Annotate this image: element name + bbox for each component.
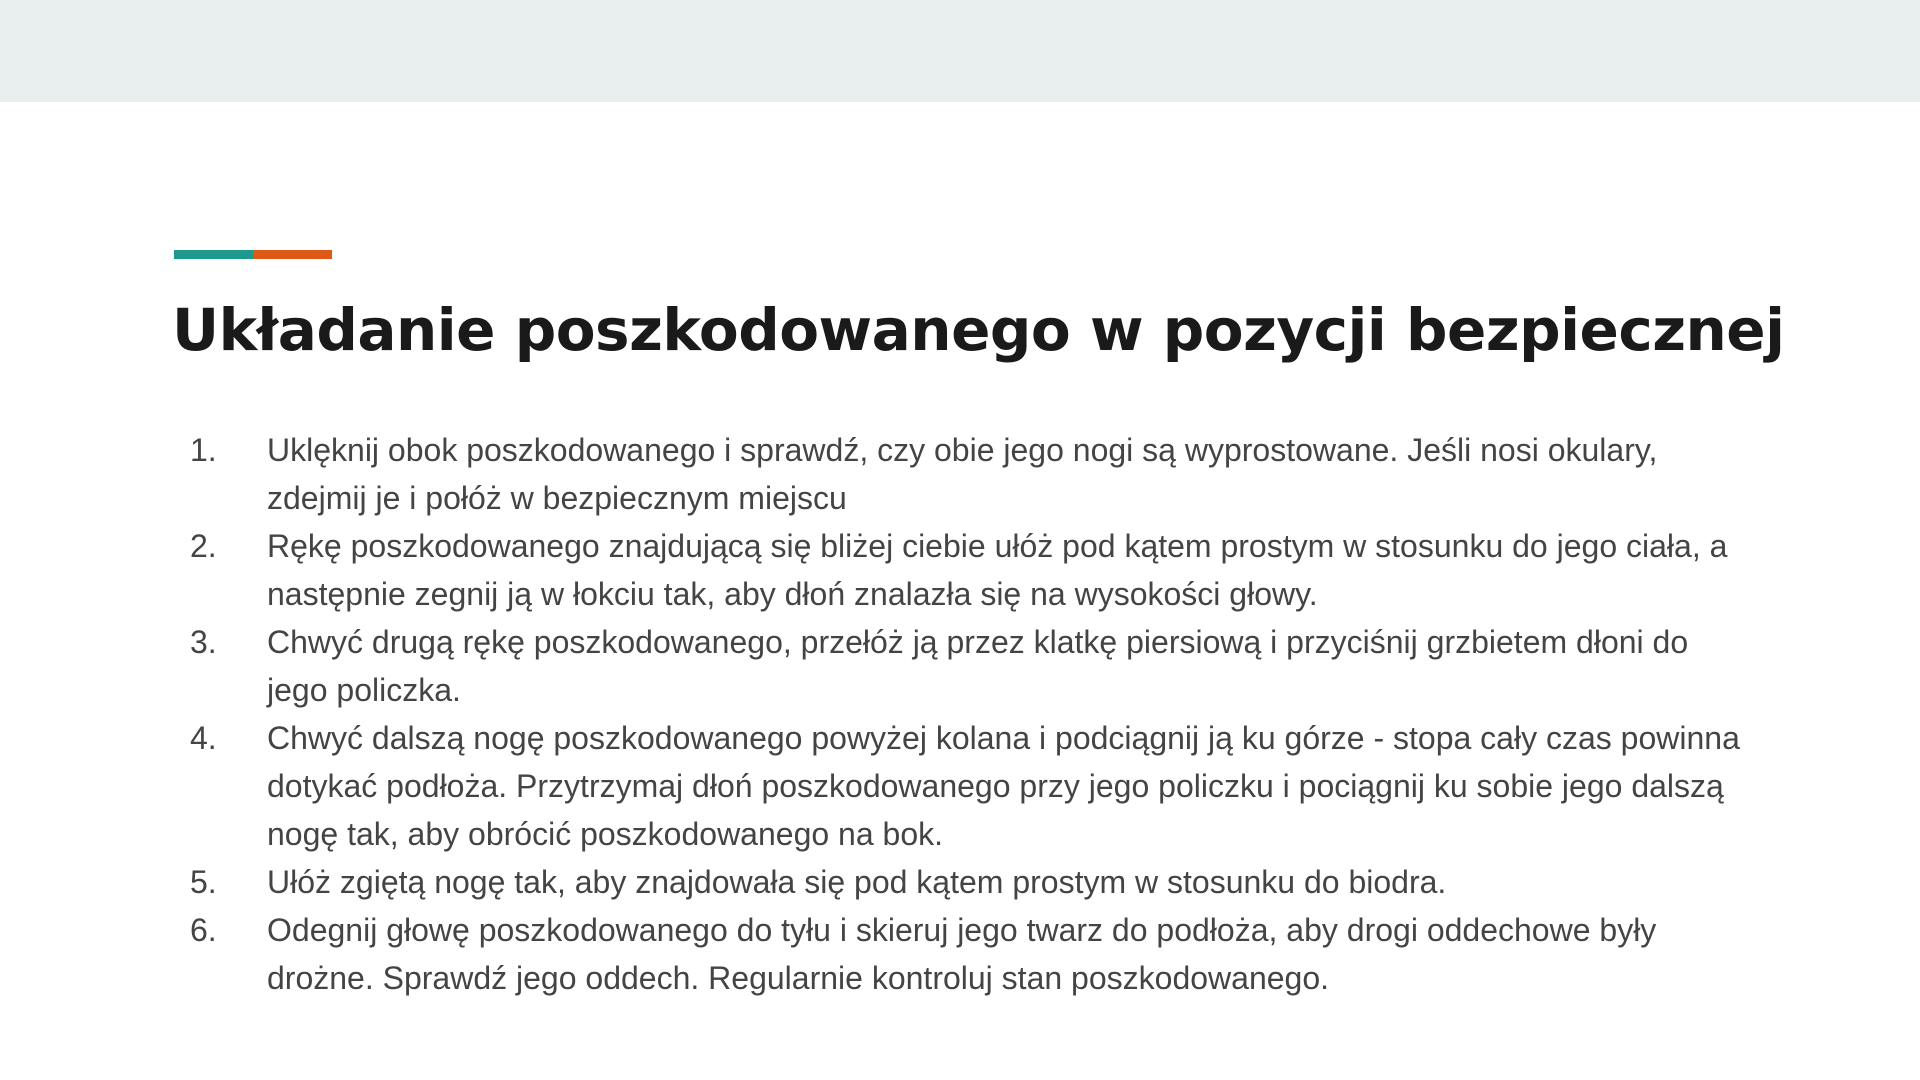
step-text: Rękę poszkodowanego znajdującą się bliżej ciebie ułóż pod kątem prostym w stosunku do jego ciała, a następnie zegnij ją w łokciu tak, aby dłoń znalazła się na wysokości głowy.: [267, 528, 1728, 612]
top-band: [0, 0, 1920, 102]
list-item: [190, 522, 1750, 618]
step-number: 5.: [190, 864, 217, 900]
step-text: Chwyć dalszą nogę poszkodowanego powyżej kolana i podciągnij ją ku górze - stopa cały czas powinna dotykać podłoża. Przytrzymaj dłoń poszkodowanego przy jego policzku i pociągnij ku sobie jego dalszą nogę tak, aby obrócić poszkodowanego na bok.: [267, 720, 1740, 852]
slide-title: Układanie poszkodowanego w pozycji bezpiecznej: [172, 296, 1785, 364]
step-text: Chwyć drugą rękę poszkodowanego, przełóż ją przez klatkę piersiową i przyciśnij grzbietem dłoni do jego policzka.: [267, 624, 1689, 708]
list-item: [190, 906, 1750, 1002]
accent-line-orange: [253, 250, 332, 259]
step-number: 1.: [190, 432, 217, 468]
step-number: 3.: [190, 624, 217, 660]
accent-line: [174, 250, 332, 259]
step-text: Ułóż zgiętą nogę tak, aby znajdowała się pod kątem prostym w stosunku do biodra.: [267, 864, 1447, 900]
list-item: [190, 426, 1750, 522]
step-number: 6.: [190, 912, 217, 948]
list-item: [190, 714, 1750, 858]
step-number: 2.: [190, 528, 217, 564]
steps-list: [190, 426, 1750, 1002]
list-item: [190, 858, 1750, 906]
step-text: Odegnij głowę poszkodowanego do tyłu i skieruj jego twarz do podłoża, aby drogi oddechowe były drożne. Sprawdź jego oddech. Regularnie kontroluj stan poszkodowanego.: [267, 912, 1657, 996]
accent-line-teal: [174, 250, 253, 259]
step-number: 4.: [190, 720, 217, 756]
step-text: Uklęknij obok poszkodowanego i sprawdź, czy obie jego nogi są wyprostowane. Jeśli nosi okulary, zdejmij je i połóż w bezpiecznym miejscu: [267, 432, 1658, 516]
list-item: [190, 618, 1750, 714]
